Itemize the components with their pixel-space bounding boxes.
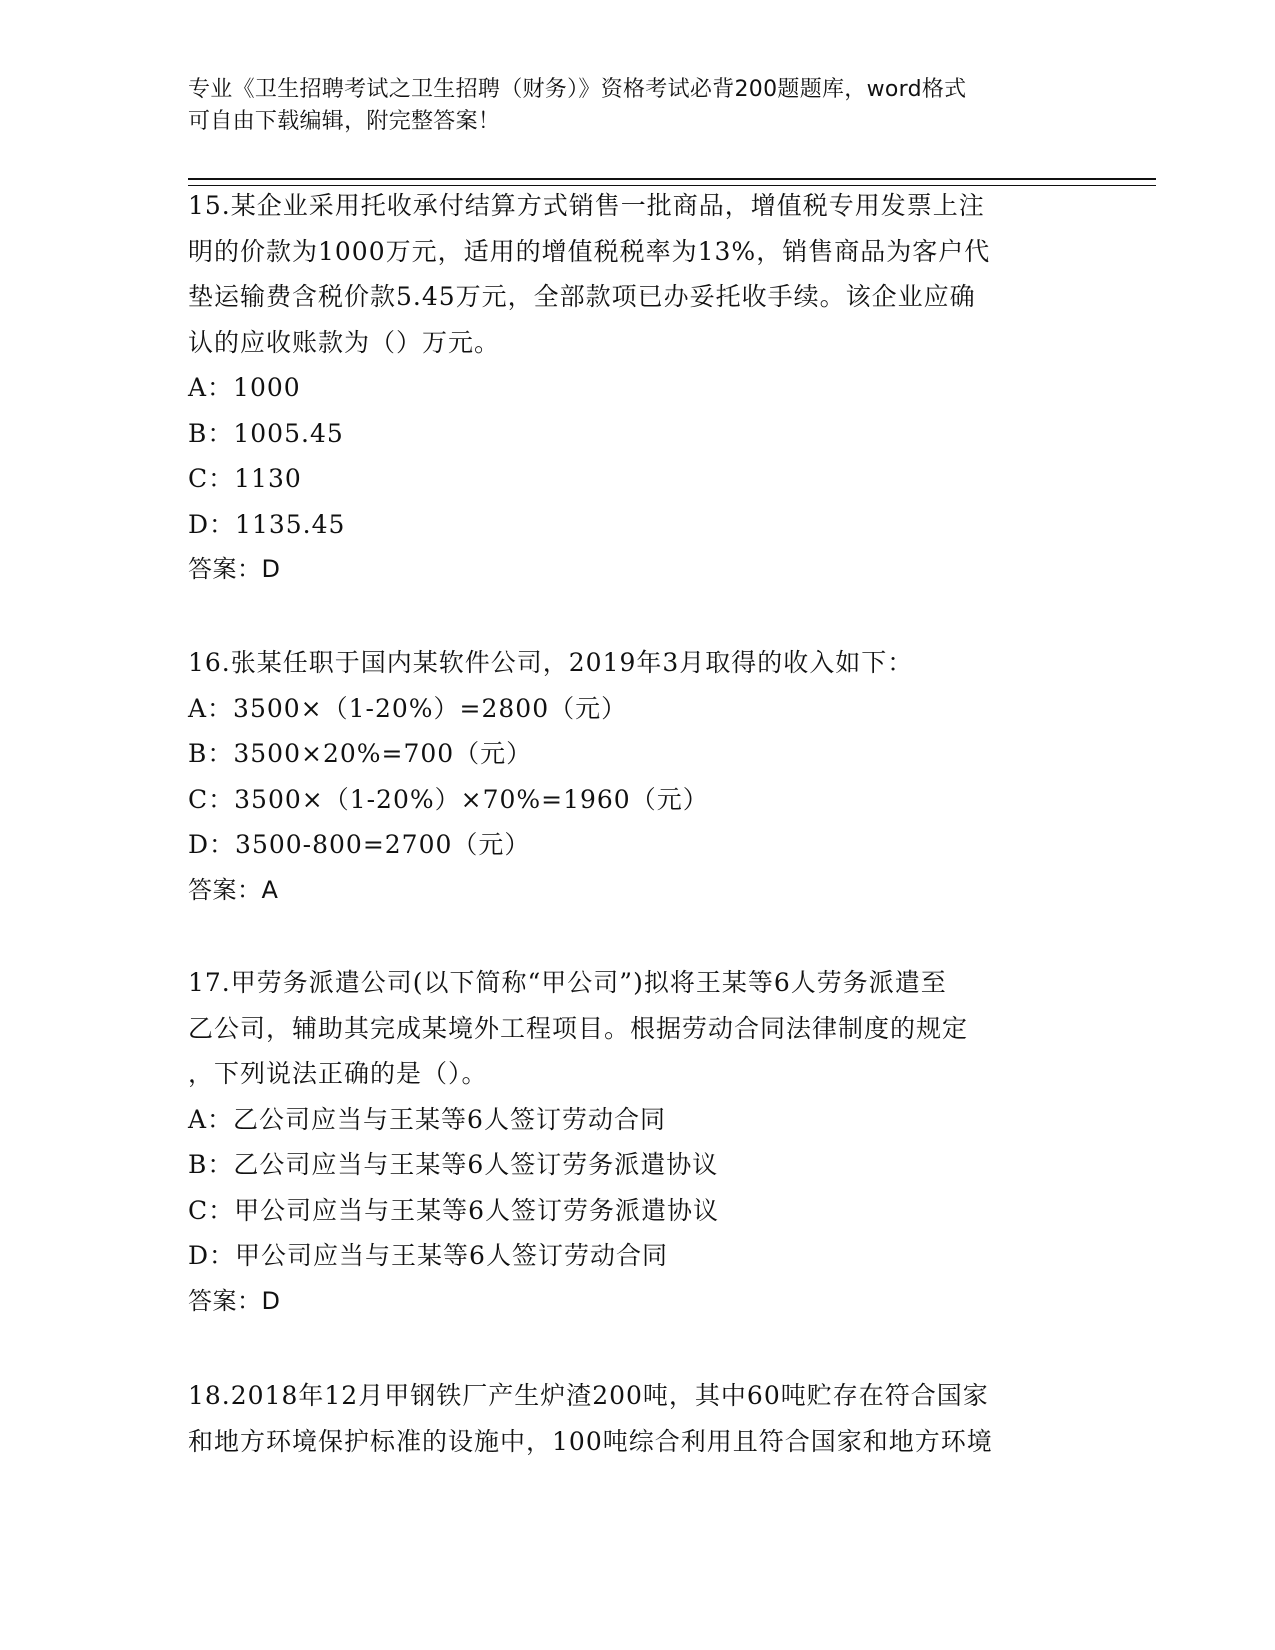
question-17-option-d: D：甲公司应当与王某等6人签订劳动合同: [188, 1241, 668, 1270]
question-15-option-a: A：1000: [188, 373, 301, 402]
question-15-option-d: D：1135.45: [188, 509, 346, 539]
question-16-answer: 答案：A: [188, 875, 279, 904]
question-15-option-b: B：1005.45: [188, 418, 344, 448]
question-17-option-b: B：乙公司应当与王某等6人签订劳务派遣协议: [188, 1150, 719, 1179]
question-17-option-a: A：乙公司应当与王某等6人签订劳动合同: [188, 1104, 666, 1134]
document-header: [188, 74, 1088, 138]
question-17-option-c: C：甲公司应当与王某等6人签订劳务派遣协议: [188, 1195, 720, 1225]
question-16-stem-line-1: 16.张某任职于国内某软件公司，2019年3月取得的收入如下：: [188, 648, 914, 677]
question-15-stem-line-4: 认的应收账款为（）万元。: [188, 327, 501, 357]
question-15-stem-line-1: 15.某企业采用托收承付结算方式销售一批商品，增值税专用发票上注: [188, 191, 985, 220]
question-18-stem-line-2: 和地方环境保护标准的设施中，100吨综合利用且符合国家和地方环境: [188, 1426, 993, 1456]
question-15-stem-line-3: 垫运输费含税价款5.45万元，全部款项已办妥托收手续。该企业应确: [188, 282, 976, 311]
question-17-stem-line-1: 17.甲劳务派遣公司(以下简称“甲公司”)拟将王某等6人劳务派遣至: [188, 968, 947, 997]
question-18-stem-line-1: 18.2018年12月甲钢铁厂产生炉渣200吨，其中60吨贮存在符合国家: [188, 1381, 989, 1410]
question-16-option-d: D：3500-800=2700（元）: [188, 830, 531, 859]
question-15-stem-line-2: 明的价款为1000万元，适用的增值税税率为13%，销售商品为客户代: [188, 236, 991, 266]
question-17-answer: 答案：D: [188, 1286, 281, 1315]
header-divider-thick: [188, 178, 1156, 180]
question-16-option-b: B：3500×20%=700（元）: [188, 739, 533, 768]
question-15: [188, 183, 1088, 593]
question-17-stem-line-3: ，下列说法正确的是（）。: [188, 1059, 488, 1088]
question-18: [188, 1373, 1088, 1464]
question-15-option-c: C：1130: [188, 464, 302, 493]
question-16-option-c: C：3500×（1-20%）×70%=1960（元）: [188, 784, 709, 814]
question-16: [188, 640, 1088, 913]
question-16-option-a: A：3500×（1-20%）=2800（元）: [188, 693, 628, 723]
question-17: [188, 960, 1088, 1324]
question-15-answer: 答案：D: [188, 555, 281, 583]
question-17-stem-line-2: 乙公司，辅助其完成某境外工程项目。根据劳动合同法律制度的规定: [188, 1013, 969, 1043]
header-title-line-2: 可自由下载编辑，附完整答案！: [188, 109, 501, 134]
header-title-line-1: 专业《卫生招聘考试之卫生招聘（财务）》资格考试必背200题题库，word格式: [188, 77, 967, 102]
